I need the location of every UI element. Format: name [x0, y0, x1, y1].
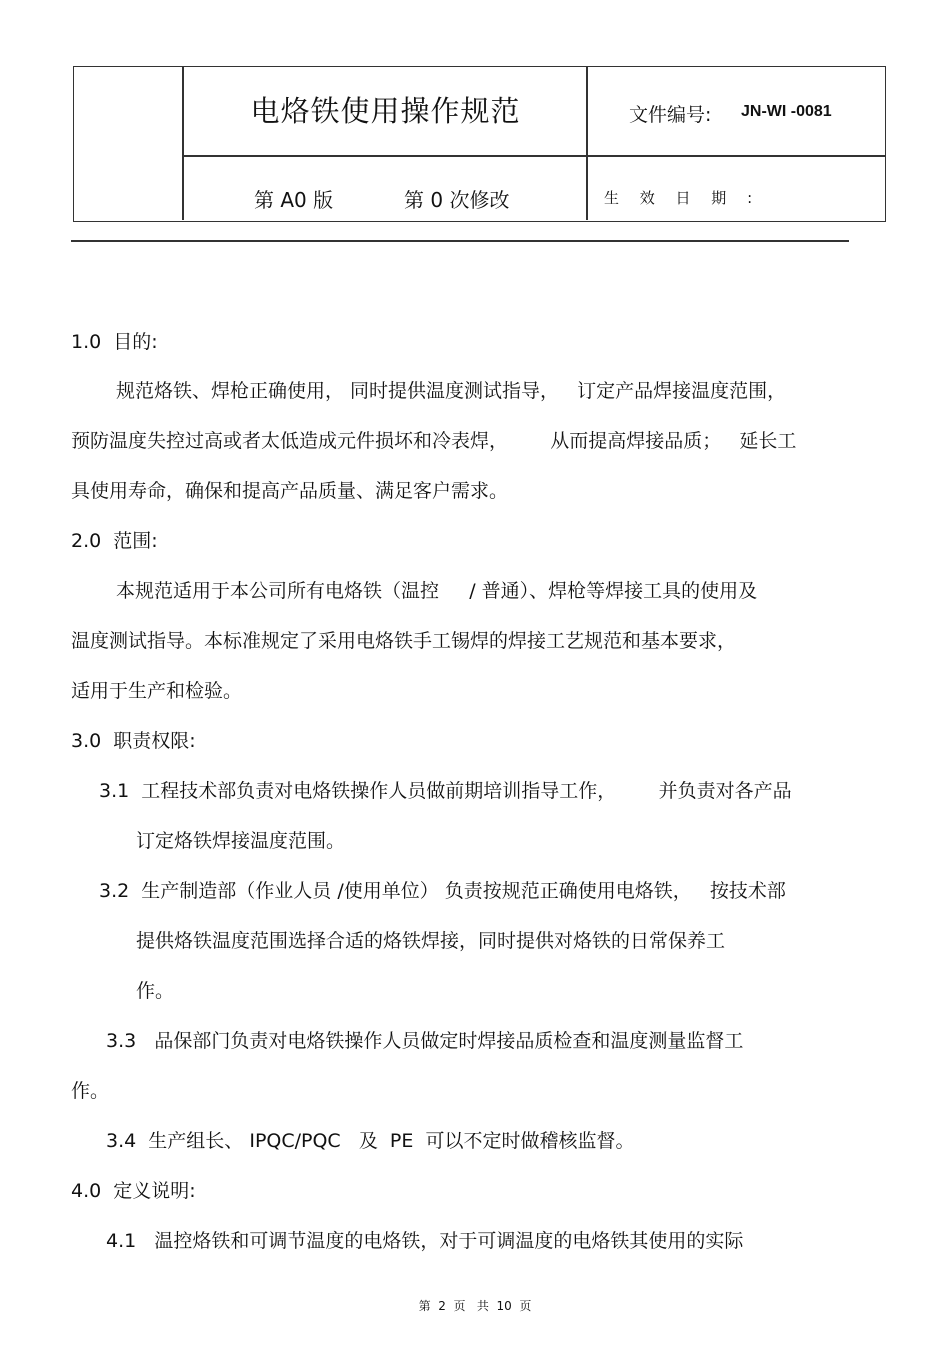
section-heading: 4.0 定义说明: [71, 1180, 196, 1202]
doc-number-label: 文件编号: [629, 104, 712, 126]
paragraph-line: 温度测试指导。本标准规定了采用电烙铁手工锡焊的焊接工艺规范和基本要求， [71, 630, 737, 652]
paragraph-line: 本规范适用于本公司所有电烙铁（温控 / 普通）、焊枪等焊接工具的使用及 [116, 580, 758, 602]
paragraph-line: 3.4 生产组长、 IPQC/PQC 及 PE 可以不定时做稽核监督。 [106, 1130, 635, 1152]
doc-number-value: JN-WI -0081 [741, 103, 832, 120]
header-divider [182, 155, 885, 157]
section-heading: 2.0 范围: [71, 530, 158, 552]
paragraph-line: 具使用寿命，确保和提高产品质量、满足客户需求。 [71, 480, 509, 502]
revision-label: 第 0 次修改 [404, 188, 510, 212]
paragraph-line: 订定烙铁焊接温度范围。 [136, 830, 346, 852]
page-footer: 第 2 页 共 10 页 [418, 1299, 532, 1313]
paragraph-line: 4.1 温控烙铁和可调节温度的电烙铁，对于可调温度的电烙铁其使用的实际 [106, 1230, 744, 1252]
paragraph-line: 3.3 品保部门负责对电烙铁操作人员做定时焊接品质检查和温度测量监督工 [106, 1030, 744, 1052]
paragraph-line: 作。 [136, 980, 175, 1002]
paragraph-line: 规范烙铁、焊枪正确使用， 同时提供温度测试指导， 订定产品焊接温度范围， [116, 380, 787, 402]
section-heading: 3.0 职责权限: [71, 730, 196, 752]
document-header-table [73, 66, 886, 222]
section-heading: 1.0 目的: [71, 331, 158, 353]
paragraph-line: 提供烙铁温度范围选择合适的烙铁焊接，同时提供对烙铁的日常保养工 [136, 930, 726, 952]
paragraph-line: 3.2 生产制造部（作业人员 /使用单位） 负责按规范正确使用电烙铁， 按技术部 [99, 880, 786, 902]
header-rule [71, 240, 849, 242]
effective-date-label: 生 效 日 期 : [604, 189, 761, 207]
paragraph-line: 3.1 工程技术部负责对电烙铁操作人员做前期培训指导工作， 并负责对各产品 [99, 780, 792, 802]
paragraph-line: 预防温度失控过高或者太低造成元件损坏和冷表焊， 从而提高焊接品质； 延长工 [71, 430, 797, 452]
paragraph-line: 作。 [71, 1080, 110, 1102]
paragraph-line: 适用于生产和检验。 [71, 680, 243, 702]
version-label: 第 A0 版 [254, 188, 334, 212]
document-title: 电烙铁使用操作规范 [250, 94, 521, 128]
